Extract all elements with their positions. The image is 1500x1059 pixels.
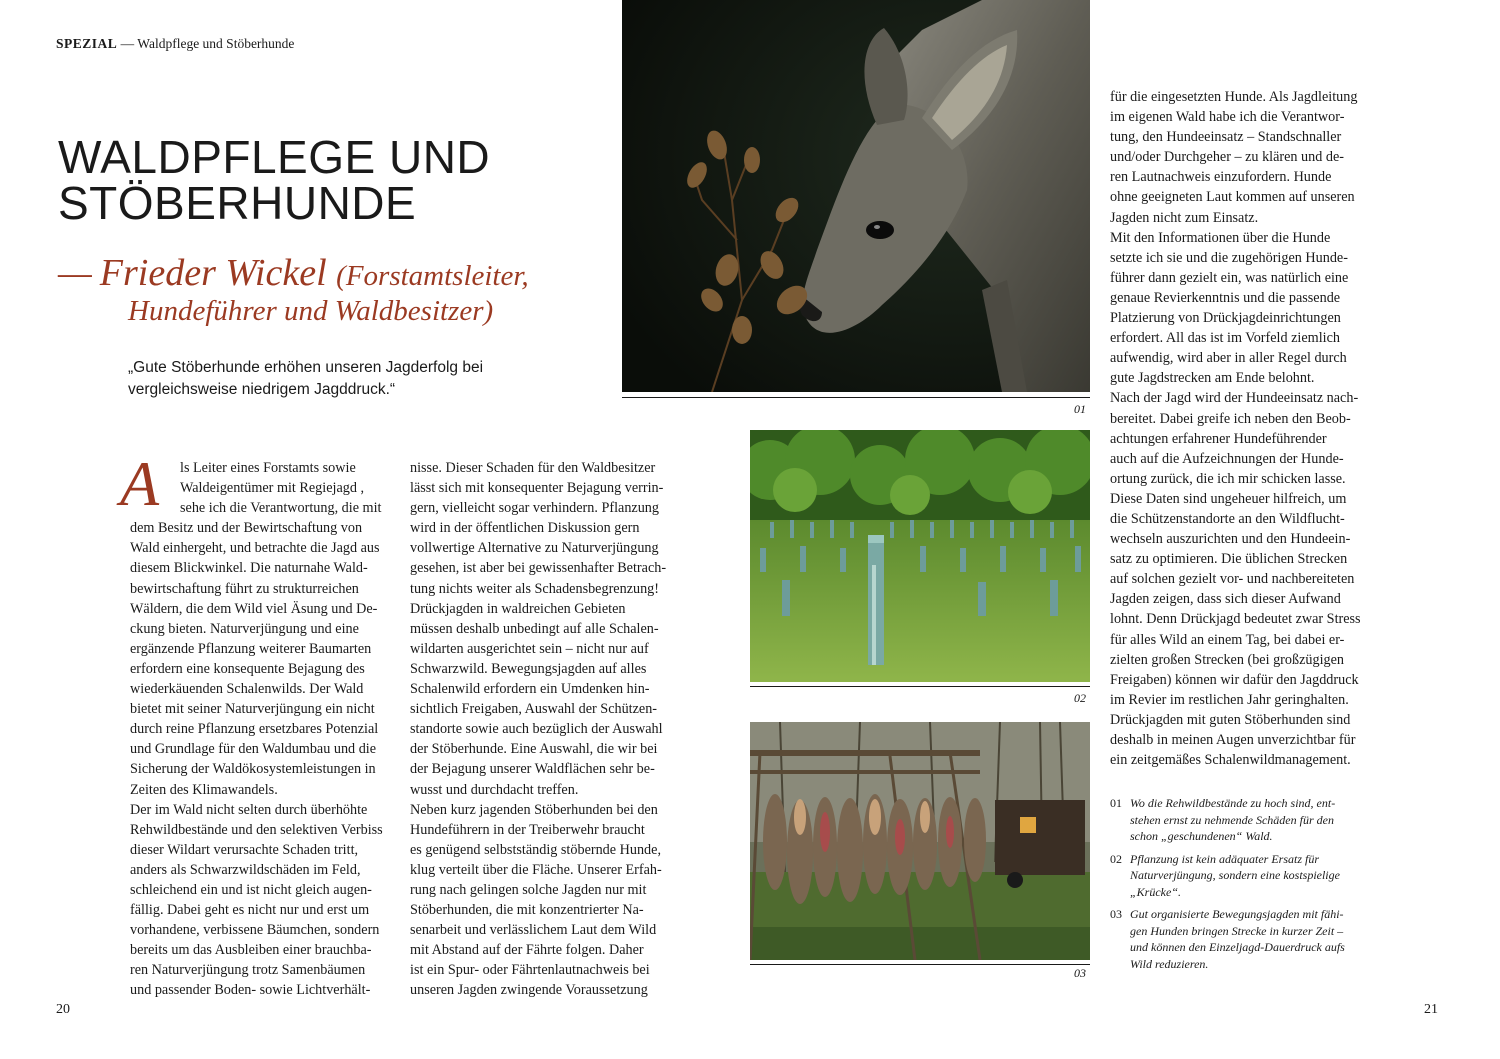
text-line: Diese Daten sind ungeheuer hilfreich, um <box>1110 490 1347 507</box>
header-separator: — <box>120 36 135 51</box>
caption-number: 01 <box>1110 796 1122 810</box>
text-line: Der im Wald nicht selten durch überhöhte <box>130 801 368 818</box>
text-line: für alles Wild an einem Tag, bei dabei er- <box>1110 631 1345 648</box>
text-line: und Grundlage für den Waldumbau und die <box>130 741 377 758</box>
text-line: Nach der Jagd wird der Hundeeinsatz nach- <box>1110 390 1359 407</box>
text-line: bewirtschaftung führt zu strukturreichen <box>130 580 359 597</box>
byline-dash: — <box>58 252 92 294</box>
text-line: ein zeitgemäßes Schalenwildmanagement. <box>1110 752 1351 769</box>
header-topic: Waldpflege und Stöberhunde <box>137 36 295 51</box>
caption-line: stehen ernst zu nehmende Schäden für den <box>1130 812 1334 827</box>
title-line-1: WALDPFLEGE UND <box>58 131 491 183</box>
text-line: Hundeführern in der Treiberwehr braucht <box>410 821 645 838</box>
text-line: senarbeit und verlässlichem Laut dem Wild <box>410 922 657 939</box>
text-line: und/oder Durchgeher – zu klären und de- <box>1110 149 1345 166</box>
text-line: rung nach gelingen solche Jagden nur mit <box>410 881 647 898</box>
text-line: Wäldern, die dem Wild viel Äsung und De- <box>130 600 378 617</box>
text-line: diesem Blickwinkel. Die naturnahe Wald- <box>130 560 368 577</box>
caption-line: und können den Einzeljagd-Dauerdruck aufs <box>1130 940 1345 954</box>
text-line: bietet mit seiner Naturverjüngung ein nicht <box>130 701 375 718</box>
text-line: ren Lautnachweis einzufordern. Hunde <box>1110 169 1332 186</box>
text-line: ergänzende Pflanzung weiterer Baumarten <box>130 640 372 657</box>
game-rack-image <box>750 722 1090 960</box>
text-line: wildarten ausgerichtet sein – nicht nur auf <box>410 640 649 657</box>
page-number-right: 21 <box>1424 1002 1438 1017</box>
page-number-left: 20 <box>56 1002 70 1017</box>
text-line: deshalb in meinen Augen unverzichtbar für <box>1110 732 1356 748</box>
text-line: Neben kurz jagenden Stöberhunden bei den <box>410 801 658 818</box>
author-name: Frieder Wickel <box>99 252 327 294</box>
text-line: Drückjagden in waldreichen Gebieten <box>410 600 626 617</box>
roe-deer-image <box>622 0 1090 392</box>
text-line: ls Leiter eines Forstamts sowie <box>180 460 356 476</box>
text-line: dem Besitz und der Bewirtschaftung von <box>130 520 363 537</box>
text-line: bereits um das Ausbleiben einer brauchba- <box>130 942 372 959</box>
pull-quote <box>128 357 598 401</box>
quote-line: „Gute Stöberhunde erhöhen unseren Jagderfolg bei <box>128 359 484 376</box>
photo-captions <box>1110 795 1370 978</box>
text-line: die Schützenstandorte an den Wildflucht- <box>1110 510 1345 527</box>
text-line: für die eingesetzten Hunde. Als Jagdleitung <box>1110 89 1358 105</box>
text-line: mit Abstand auf der Fährte folgen. Daher <box>410 942 644 959</box>
byline-line-1 <box>58 254 608 295</box>
caption-item <box>1110 795 1370 845</box>
text-line: dieser Wildart verursachte Schaden tritt, <box>130 841 359 858</box>
photo-rule-01 <box>622 397 1090 398</box>
drop-cap: A <box>120 448 160 519</box>
text-line: unseren Jagden zwingende Voraussetzung <box>410 982 648 999</box>
author-role-1: (Forstamtsleiter, <box>336 260 529 292</box>
text-line: tung nichts weiter als Schadensbegrenzung! <box>410 580 659 597</box>
quote-line: vergleichsweise niedrigem Jagddruck.“ <box>128 381 396 398</box>
photo-number-02: 02 <box>1074 691 1086 705</box>
text-line: Sicherung der Waldökosystemleistungen in <box>130 761 376 778</box>
photo-game-rack <box>750 722 1090 960</box>
text-line: setzte ich sie und die zugehörigen Hunde- <box>1110 249 1348 266</box>
caption-number: 02 <box>1110 851 1122 866</box>
text-column-1 <box>130 458 383 1001</box>
text-line: Rehwildbestände und den selektiven Verbiss <box>130 821 383 838</box>
tree-plantation-image <box>750 430 1090 682</box>
text-line: ren Naturverjüngung trotz Samenbäumen <box>130 962 366 979</box>
text-line: bereitet. Dabei greife ich neben den Beob- <box>1110 410 1351 427</box>
text-line: vollwertige Alternative zu Naturverjüngung <box>410 540 659 557</box>
text-line: achtungen erfahrener Hundeführender <box>1110 430 1327 447</box>
text-line: Drückjagden mit guten Stöberhunden sind <box>1110 711 1351 728</box>
article-title <box>58 131 598 229</box>
text-line: es genügend selbstständig stöbernde Hunde, <box>410 841 661 858</box>
text-line: Stöberhunden, die mit konzentrierter Na- <box>410 902 644 919</box>
text-line: nisse. Dieser Schaden für den Waldbesitzer <box>410 460 656 476</box>
caption-item <box>1110 851 1370 901</box>
text-line: und passender Boden- sowie Lichtverhält- <box>130 982 371 999</box>
photo-number-03: 03 <box>1074 966 1086 980</box>
text-column-3 <box>1110 87 1385 770</box>
text-line: gute Jagdstrecken am Ende belohnt. <box>1110 370 1315 387</box>
text-line: Platzierung von Drückjagdeinrichtungen <box>1110 310 1341 327</box>
text-line: sehe ich die Verantwortung, die mit <box>180 500 382 517</box>
byline <box>58 254 608 327</box>
photo-roe-deer <box>622 0 1090 392</box>
text-line: wechseln auszurichten und den Hundeein- <box>1110 531 1351 548</box>
text-line: satz zu optimieren. Die üblichen Strecken <box>1110 551 1348 568</box>
caption-line: schon „geschundenen“ Wald. <box>1130 829 1273 843</box>
text-line: sichtlich Freigaben, Auswahl der Schützen- <box>410 701 658 718</box>
text-column-2 <box>410 458 675 1001</box>
text-line: wusst und durchdacht treffen. <box>410 781 579 798</box>
text-line: genaue Revierkenntnis und die passende <box>1110 289 1341 306</box>
text-line: lohnt. Denn Drückjagd bedeutet zwar Stress <box>1110 611 1361 628</box>
text-line: gern, vielleicht sogar verhindern. Pflanzung <box>410 500 659 517</box>
caption-line: Naturverjüngung, sondern eine kostspielige <box>1130 868 1340 882</box>
text-line: wiederkäuenden Schalenwilds. Der Wald <box>130 681 364 698</box>
text-line: Waldeigentümer mit Regiejagd , <box>180 480 365 497</box>
photo-rule-03 <box>750 964 1090 965</box>
author-role-2: Hundeführer und Waldbesitzer) <box>128 295 494 327</box>
text-line: Freigaben) können wir dafür den Jagddruck <box>1110 671 1359 688</box>
text-line: Schalenwild erfordern ein Umdenken hin- <box>410 681 650 698</box>
caption-line: Wo die Rehwildbestände zu hoch sind, ent- <box>1130 796 1336 810</box>
text-line: Zeiten des Klimawandels. <box>130 781 278 798</box>
text-line: ohne geeigneten Laut kommen auf unseren <box>1110 189 1355 206</box>
photo-tree-plantation <box>750 430 1090 682</box>
text-line: der Bejagung unserer Waldflächen sehr be- <box>410 761 655 778</box>
text-line: führer dann gezielt ein, was natürlich eine <box>1110 269 1349 286</box>
caption-line: gen Hunden bringen Strecke in kurzer Zeit – <box>1130 923 1344 938</box>
text-line: der Stöberhunde. Eine Auswahl, die wir bei <box>410 741 658 758</box>
text-line: standorte sowie auch bezüglich der Auswahl <box>410 721 663 738</box>
text-line: Schwarzwild. Bewegungsjagden auf alles <box>410 660 647 677</box>
photo-number-01: 01 <box>1074 402 1086 416</box>
photo-rule-02 <box>750 686 1090 687</box>
text-line: im eigenen Wald habe ich die Verantwor- <box>1110 109 1345 126</box>
text-line: erfordert. All das ist im Vorfeld ziemlich <box>1110 330 1340 347</box>
text-line: zielten großen Strecken (bei großzügigen <box>1110 651 1345 668</box>
text-line: klug verteilt über die Fläche. Unserer Erfah- <box>410 861 662 878</box>
text-line: anders als Schwarzwildschäden im Feld, <box>130 861 361 878</box>
text-line: gesehen, ist aber bei gewissenhafter Betrach- <box>410 560 667 577</box>
text-line: durch reine Pflanzung ersetzbares Potenzial <box>130 721 379 738</box>
text-line: auf solchen gezielt vor- und nachbereiteten <box>1110 571 1355 588</box>
title-line-2: STÖBERHUNDE <box>58 177 417 229</box>
caption-line: „Krücke“. <box>1130 884 1181 899</box>
text-line: Jagden zeigen, dass sich dieser Aufwand <box>1110 591 1341 608</box>
caption-number: 03 <box>1110 907 1122 921</box>
text-line: vorhandene, verbissene Bäumchen, sondern <box>130 922 380 939</box>
text-line: auch auf die Aufzeichnungen der Hunde- <box>1110 450 1344 467</box>
text-line: Jagden nicht zum Einsatz. <box>1110 209 1259 226</box>
text-line: wird in der öffentlichen Diskussion gern <box>410 520 640 537</box>
text-line: schleichend ein und ist nicht gleich augen- <box>130 881 372 898</box>
text-line: Wald einhergeht, und betrachte die Jagd aus <box>130 540 380 557</box>
text-line: fällig. Dabei geht es nicht nur und erst um <box>130 902 370 919</box>
text-line: müssen deshalb unbedingt auf alle Schalen- <box>410 620 659 637</box>
text-line: tung, den Hundeeinsatz – Standschnaller <box>1110 129 1342 146</box>
text-line: Mit den Informationen über die Hunde <box>1110 229 1331 246</box>
text-line: ckung bieten. Naturverjüngung und eine <box>130 620 359 637</box>
text-line: erfordern eine konsequente Bejagung des <box>130 660 365 677</box>
caption-line: Gut organisierte Bewegungsjagden mit fähi- <box>1130 907 1344 921</box>
section-label: SPEZIAL <box>56 36 118 51</box>
caption-item <box>1110 906 1370 972</box>
text-line: im Revier im restlichen Jahr geringhalten. <box>1110 691 1349 708</box>
running-header <box>56 36 294 52</box>
caption-line: Wild reduzieren. <box>1130 956 1209 971</box>
text-line: ortung zurück, die ich mir schicken lasse. <box>1110 470 1346 487</box>
text-line: aufwendig, wird aber in aller Regel durch <box>1110 350 1347 367</box>
text-line: ist ein Spur- oder Fährtenlautnachweis bei <box>410 962 650 979</box>
caption-line: Pflanzung ist kein adäquater Ersatz für <box>1130 851 1319 866</box>
text-line: lässt sich mit konsequenter Bejagung verrin- <box>410 480 664 497</box>
